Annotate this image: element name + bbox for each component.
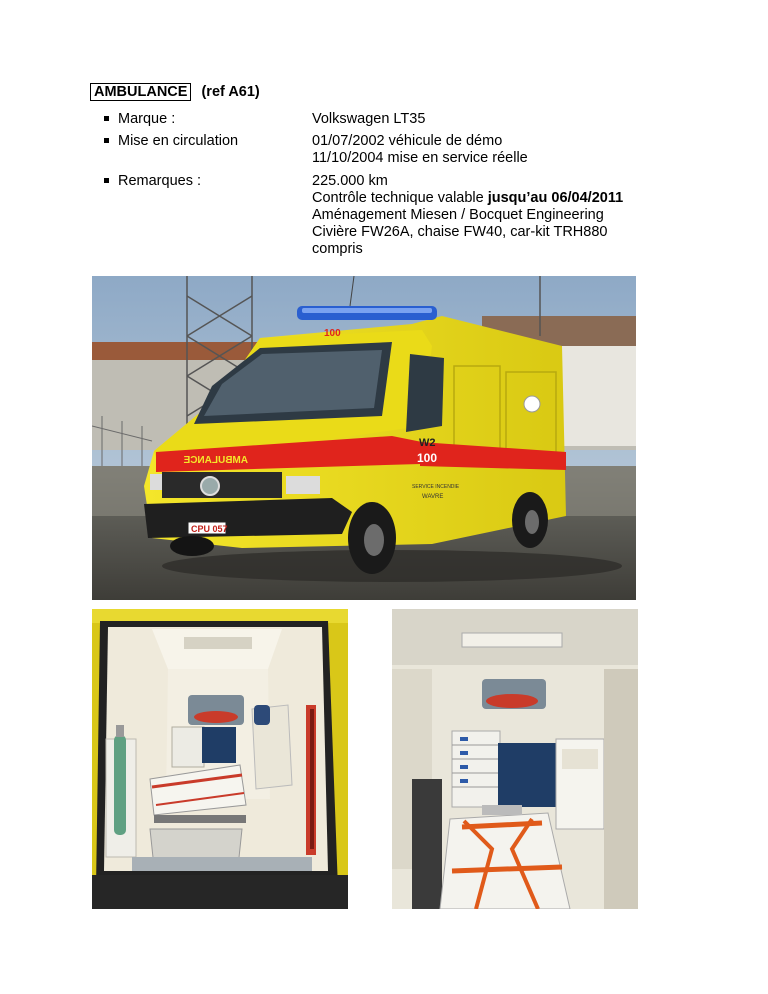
spec-label: Marque : — [118, 111, 176, 127]
spec-value-line: Civière FW26A, chaise FW40, car-kit TRH880 — [312, 224, 608, 240]
bullet-icon — [104, 178, 109, 183]
side-number: 100 — [417, 451, 438, 465]
door-text-2: WAVRE — [422, 494, 444, 500]
hood-label: AMBULANCE — [183, 455, 248, 466]
spec-value-registration — [312, 133, 652, 167]
spec-row-remarks — [118, 173, 201, 190]
spec-row-registration — [118, 133, 238, 150]
bullet-icon — [104, 138, 109, 143]
bullet-icon — [104, 116, 109, 121]
side-unit: W2 — [419, 437, 436, 449]
spec-value-line: Aménagement Miesen / Bocquet Engineering — [312, 207, 604, 223]
inspection-text: Contrôle technique valable — [312, 190, 488, 206]
document-heading — [90, 84, 260, 100]
spec-value-line: 11/10/2004 mise en service réelle — [312, 150, 528, 166]
inspection-date: jusqu’au 06/04/2011 — [487, 190, 624, 206]
vehicle-reference: (ref A61) — [201, 84, 260, 100]
ambulance-exterior-photo — [92, 276, 636, 600]
roof-number: 100 — [324, 328, 341, 339]
spec-label: Remarques : — [118, 173, 202, 189]
spec-value-line: Volkswagen LT35 — [312, 111, 426, 127]
spec-value-line — [312, 190, 652, 207]
door-text-1: SERVICE INCENDIE — [412, 484, 460, 490]
spec-value-line: compris — [312, 241, 363, 257]
ambulance-interior-rear-view-photo — [92, 609, 348, 909]
spec-label: Mise en circulation — [118, 133, 239, 149]
vehicle-type-title: AMBULANCE — [90, 83, 191, 101]
ambulance-interior-stretcher-photo — [392, 609, 638, 909]
spec-value-brand — [312, 111, 652, 128]
spec-row-brand — [118, 111, 175, 128]
spec-value-line: 225.000 km — [312, 173, 388, 189]
spec-value-line: 01/07/2002 véhicule de démo — [312, 133, 503, 149]
spec-value-remarks — [312, 173, 652, 258]
license-plate: CPU 057 — [191, 524, 228, 534]
